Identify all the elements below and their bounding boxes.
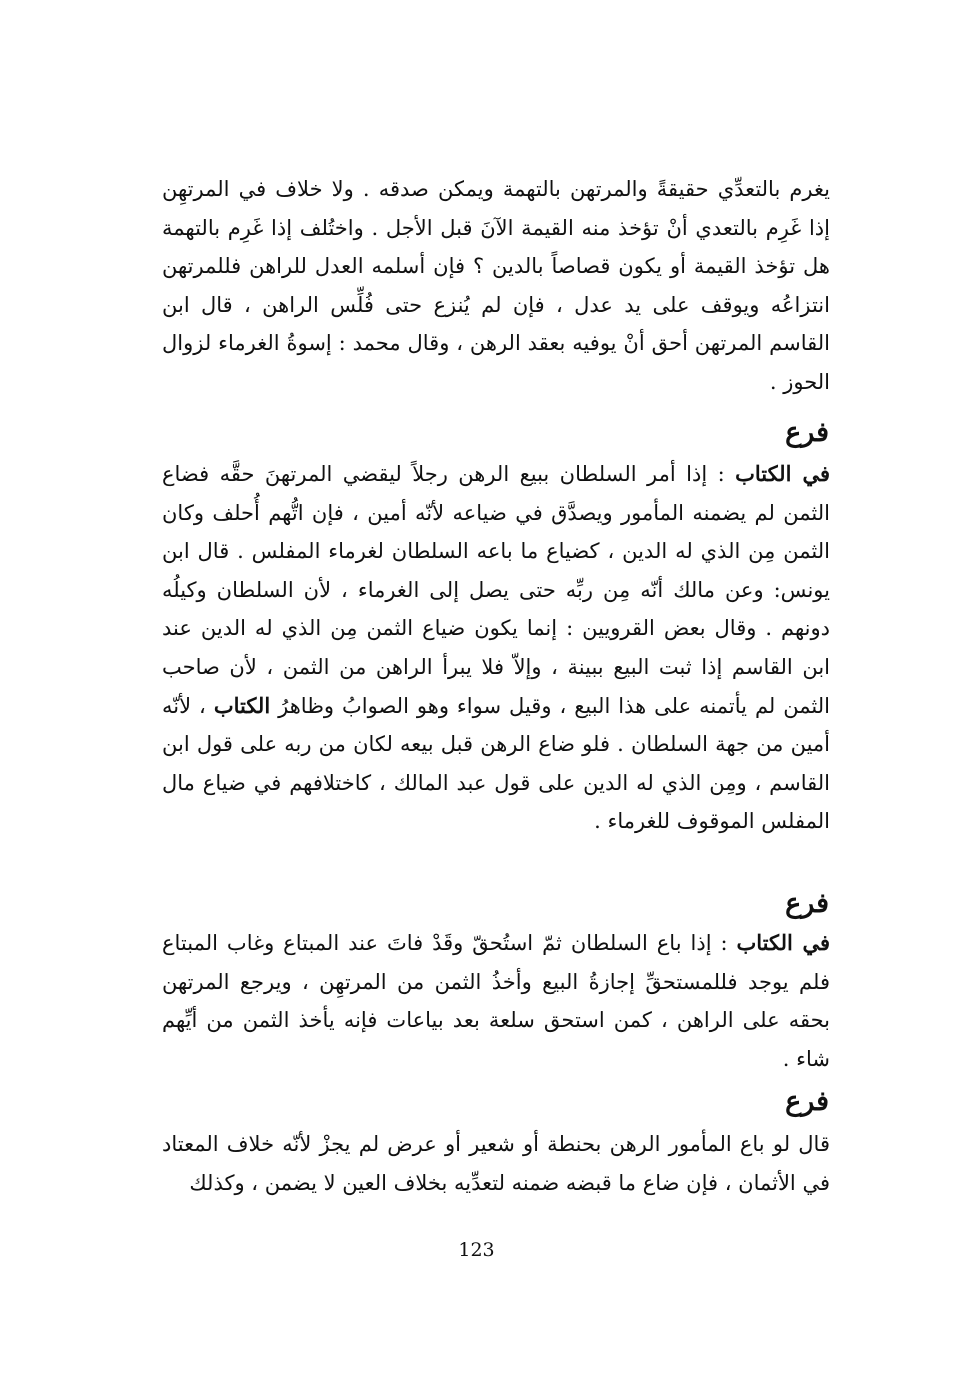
- paragraph-text: : إذا أمر السلطان ببيع الرهن رجلاً ليقضي المرتهنَ حقَّه فضاع الثمن لم يضمنه المأمور ويصدَّق في ضياعه لأنّه أمين ، فإن اتُّهم أُحلف وكان الثمن مِن الذي له الدين ، كضياع ما باعه السلطان لغرماء المفلس . قال ابن يونس: وعن مالك أنّه مِن ربِّه حتى يصل إلى الغرماء ، لأن السلطان وكيلُه دونهم . وقال بعض القرويين : إنما يكون ضياع الثمن مِن الذي له الدين عند ابن القاسم إذا ثبت البيع ببينة ، وإلاّ فلا يبرأ الراهن من الثمن ، لأن صاحب الثمن لم يأتمنه على هذا البيع ، وقيل سواء وهو الصوابُ وظاهرُ: [162, 462, 830, 718]
- section-heading: فرع: [785, 417, 829, 448]
- kitab-reference: في الكتاب: [735, 461, 830, 486]
- paragraph-text: ، لأنّه أمين من جهة السلطان . فلو ضاع الرهن قبل بيعه لكان من ربه على قول ابن القاسم ، ومِن الذي له الدين على قول عبد المالك ، كاختلافهم في ضياع مال المفلس الموقوف للغرماء .: [162, 693, 830, 834]
- paragraph-sale-by-agent: قال لو باع المأمور الرهن بحنطة أو شعير أو عرض لم يجزْ لأنّه خلاف المعتاد في الأثمان ، فإن ضاع ما قبضه ضمنه لتعدِّيه بخلاف العين لا يضمن ، وكذلك: [162, 1132, 830, 1195]
- page-number: 123: [458, 1239, 495, 1261]
- paragraph-kitab-1: [162, 455, 830, 841]
- section-heading: فرع: [785, 1086, 829, 1117]
- paragraph-kitab-2: [162, 924, 830, 1078]
- paragraph-continuation: يغرم بالتعدِّي حقيقةً والمرتهن بالتهمة ويمكن صدقه . ولا خلاف في المرتهِن إذا غَرِم بالتعدي أنْ تؤخذ منه القيمة الآنَ قبل الأجل . واختُلف إذا غَرِم بالتهمة هل تؤخذ القيمة أو يكون قصاصاً بالدين ؟ فإن أسلمه العدل للراهن فللمرتهن انتزاعُه ويوقف على يد عدل ، فإن لم يُنزع حتى فُلِّس الراهن ، قال ابن القاسم المرتهن أحق أنْ يوفيه بعقد الرهن ، وقال محمد : إسوةُ الغرماء لزوال الحوز .: [162, 177, 830, 394]
- section-heading: فرع: [785, 888, 829, 919]
- paragraph-text: : إذا باع السلطان ثمّ استُحقّ وقَدْ فاتَ عند المبتاع وغاب المبتاع فلم يوجد فللمستحقِّ إجازةُ البيع وأخذُ الثمن من المرتهِن ، ويرجع المرتهن بحقه على الراهن ، كمن استحق سلعة بعد بياعات فإنه يأخذ الثمن من أيِّهم شاء .: [162, 931, 830, 1071]
- kitab-reference: الكتاب: [213, 692, 271, 718]
- kitab-reference: في الكتاب: [736, 930, 830, 955]
